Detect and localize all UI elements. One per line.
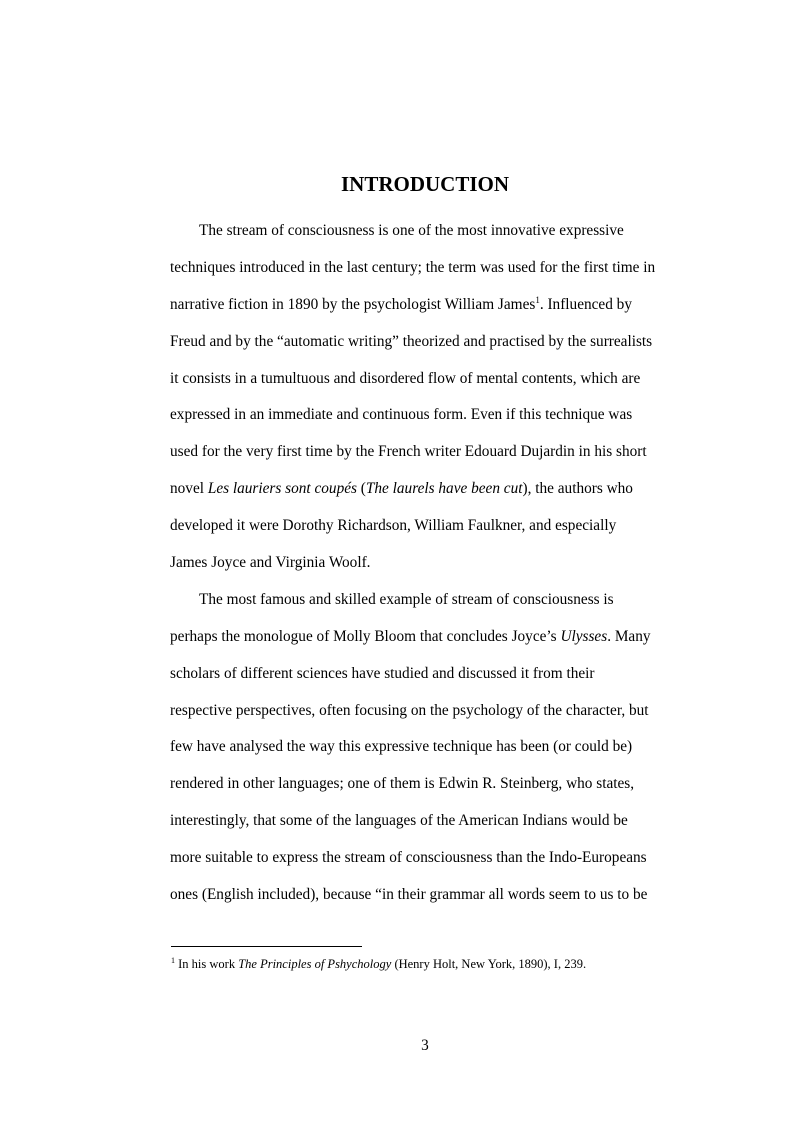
text-line: novel Les lauriers sont coupés (The laurels have been cut), the authors who xyxy=(170,480,633,498)
text-line: narrative fiction in 1890 by the psychologist William James$^1$. Influenced by xyxy=(170,294,632,313)
body-text xyxy=(170,213,682,914)
book-title-ulysses: Ulysses xyxy=(560,627,608,645)
text-line: scholars of different sciences have studied and discussed it from their xyxy=(170,664,595,682)
text-line: few have analysed the way this expressive technique has been (or could be) xyxy=(170,738,633,756)
text-line: interestingly, that some of the languages of the American Indians would be xyxy=(170,812,628,830)
text-line: James Joyce and Virginia Woolf. xyxy=(170,554,371,572)
book-title-english: The laurels have been cut xyxy=(365,480,523,498)
text-line: rendered in other languages; one of them is Edwin R. Steinberg, who states, xyxy=(170,775,635,793)
text-line: used for the very first time by the French writer Edouard Dujardin in his short xyxy=(170,443,647,461)
text-line: developed it were Dorothy Richardson, William Faulkner, and especially xyxy=(170,517,617,535)
text-line: more suitable to express the stream of consciousness than the Indo-Europeans xyxy=(170,849,647,867)
text-line: The stream of consciousness is one of the most innovative expressive xyxy=(199,222,624,239)
text-line: respective perspectives, often focusing on the psychology of the character, but xyxy=(170,701,649,719)
text-line: techniques introduced in the last century; the term was used for the first time in xyxy=(170,258,656,276)
text-line: ones (English included), because “in their grammar all words seem to us to be xyxy=(170,886,648,904)
text-line: The most famous and skilled example of stream of consciousness is xyxy=(199,590,614,608)
text-line: perhaps the monologue of Molly Bloom that concludes Joyce’s Ulysses. Many xyxy=(170,627,651,645)
text-line: Freud and by the “automatic writing” theorized and practised by the surrealists xyxy=(170,332,653,350)
text-line: it consists in a tumultuous and disordered flow of mental contents, which are xyxy=(170,369,641,387)
page-number: 3 xyxy=(421,1037,429,1054)
chapter-title: INTRODUCTION xyxy=(340,172,510,196)
footnote-reference: 1 xyxy=(535,294,540,305)
text-line: expressed in an immediate and continuous form. Even if this technique was xyxy=(170,406,633,424)
book-title-french: Les lauriers sont coupés xyxy=(207,480,357,498)
footnote: $^1$ In his work The Principles of Pshychology (Henry Holt, New York, 1890), I, 239. xyxy=(171,956,587,971)
footnote-marker: 1 xyxy=(171,956,175,965)
footnote-separator xyxy=(171,946,362,947)
footnote-book-title: The Principles of Pshychology xyxy=(238,957,392,971)
